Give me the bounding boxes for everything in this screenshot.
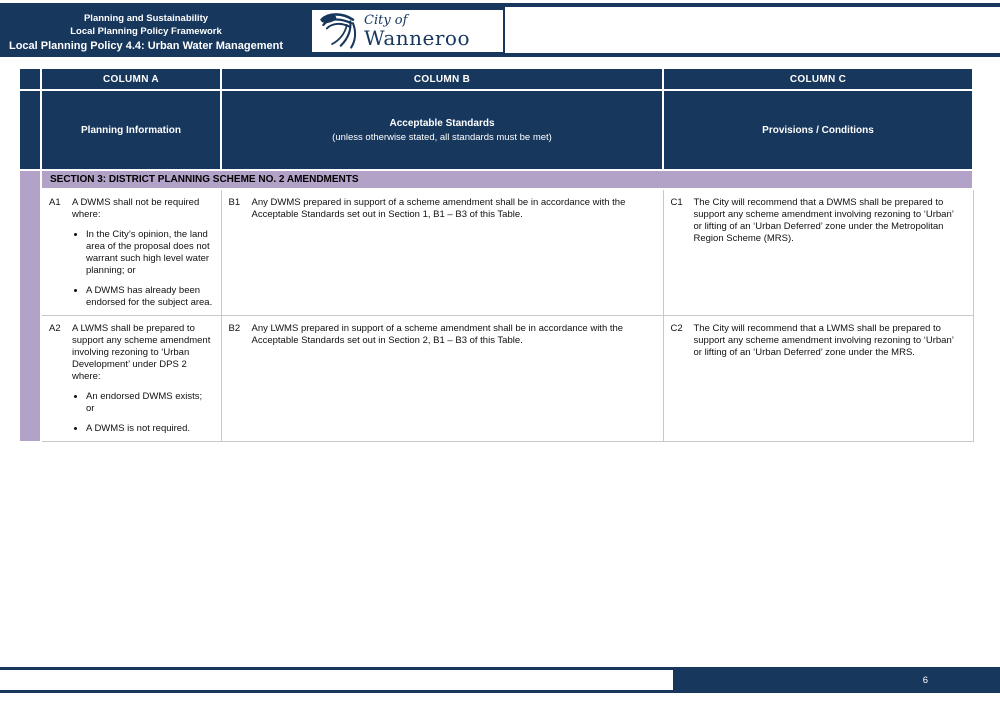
cell-id-c2: C2 (670, 323, 683, 334)
strip-header-cell (19, 90, 41, 170)
cell-a2-text: A LWMS shall be prepared to support any scheme amendment involving rezoning to ‘Urban Development’ under DPS 2 where: (72, 323, 211, 382)
cell-a1-text: A DWMS shall not be required where: (72, 197, 200, 220)
cell-b1 (221, 189, 663, 316)
cell-b2 (221, 316, 663, 442)
section-header: SECTION 3: DISTRICT PLANNING SCHEME NO. 2 AMENDMENTS (41, 170, 973, 189)
column-b-title-sub: (unless otherwise stated, all standards must be met) (332, 131, 552, 143)
section-header-row (19, 170, 973, 189)
table-row (19, 316, 973, 442)
cell-a2-bullets (72, 391, 213, 435)
logo-wordmark (364, 14, 470, 48)
header-department: Planning and Sustainability (83, 13, 209, 24)
grass-reeds-icon (316, 11, 362, 51)
column-title-row (19, 90, 973, 170)
header-title-block (0, 12, 292, 54)
cell-a1 (41, 189, 221, 316)
cell-a1-bullets (72, 229, 213, 309)
column-a-title: Planning Information (41, 90, 221, 170)
cell-id-b2: B2 (228, 323, 241, 334)
bullet-item: • An endorsed DWMS exists; or (86, 391, 213, 415)
bullet-item: • A DWMS is not required. (86, 423, 213, 435)
cell-c2 (663, 316, 973, 442)
logo-city-of: City of (364, 13, 408, 28)
city-of-wanneroo-logo (312, 10, 503, 52)
footer-rule-box (0, 667, 673, 693)
header-framework: Local Planning Policy Framework (70, 26, 222, 37)
bullet-item: • A DWMS has already been endorsed for the subject area. (86, 285, 213, 309)
cell-b2-text: Any LWMS prepared in support of a scheme amendment shall be in accordance with the Acceptable Standards set out in Section 2, B1 – B3 of this Table. (251, 323, 624, 346)
column-label-row (19, 68, 973, 90)
cell-id-a2: A2 (49, 323, 61, 334)
column-b-label: COLUMN B (221, 68, 663, 90)
column-c-title: Provisions / Conditions (663, 90, 973, 170)
section-side-strip (19, 170, 41, 442)
footer-bar (0, 667, 1000, 693)
footer-page-block (673, 667, 1000, 693)
bullet-item: • In the City’s opinion, the land area of the proposal does not warrant such high level water planning; or (86, 229, 213, 277)
corner-strip-cell (19, 68, 41, 90)
column-b-title (221, 90, 663, 170)
cell-a2 (41, 316, 221, 442)
page-number: 6 (922, 674, 928, 686)
cell-id-c1: C1 (670, 197, 683, 208)
column-c-label: COLUMN C (663, 68, 973, 90)
cell-c1-text: The City will recommend that a DWMS shall be prepared to support any scheme amendment involving rezoning to ‘Urban’ or lifting of an ‘Urban Deferred’ zone under the Metropolitan Region Scheme (MRS). (693, 197, 954, 244)
cell-id-b1: B1 (228, 197, 241, 208)
table-row (19, 189, 973, 316)
cell-c2-text: The City will recommend that a LWMS shall be prepared to support any scheme amendment involving rezoning to ‘Urban’ or lifting of an ‘Urban Deferred’ zone under the MRS. (693, 323, 954, 358)
cell-id-a1: A1 (49, 197, 61, 208)
logo-wanneroo: Wanneroo (364, 26, 470, 50)
policy-table (18, 67, 974, 443)
column-a-label: COLUMN A (41, 68, 221, 90)
cell-c1 (663, 189, 973, 316)
cell-b1-text: Any DWMS prepared in support of a scheme amendment shall be in accordance with the Acceptable Standards set out in Section 1, B1 – B3 of this Table. (251, 197, 626, 220)
header-policy-title: Local Planning Policy 4.4: Urban Water Management (8, 40, 284, 52)
column-b-title-main: Acceptable Standards (389, 117, 495, 129)
